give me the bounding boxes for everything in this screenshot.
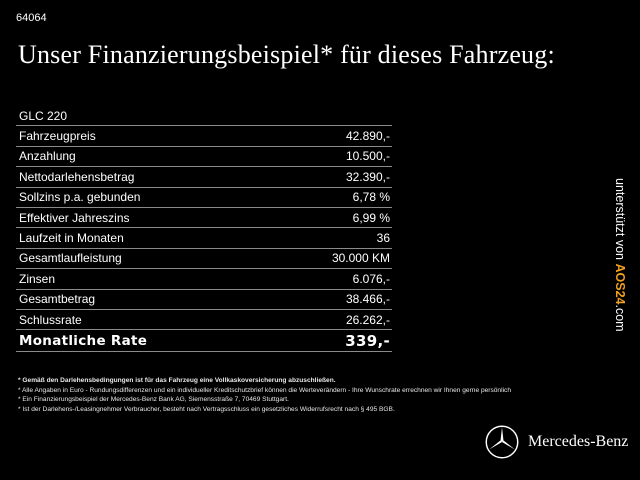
aos24-suffix: .com — [613, 304, 627, 332]
mercedes-benz-brand — [484, 424, 628, 460]
row-value: 38.466,- — [345, 292, 390, 307]
footnote-3: * Ein Finanzierungsbeispiel der Mercedes-Benz Bank AG, Siemensstraße 7, 70469 Stuttgart. — [18, 396, 289, 404]
row-value: 42.890,- — [345, 129, 390, 144]
model-name: GLC 220 — [19, 108, 68, 123]
financing-row — [16, 208, 392, 228]
financing-table — [16, 106, 392, 352]
row-label: Zinsen — [19, 271, 56, 286]
financing-row — [16, 167, 392, 187]
row-value: 36 — [376, 231, 390, 246]
row-label: Effektiver Jahreszins — [19, 210, 130, 225]
row-value: 30.000 KM — [331, 251, 390, 266]
financing-row — [16, 147, 392, 167]
monthly-rate-row — [16, 330, 392, 352]
row-value: 6.076,- — [352, 271, 390, 286]
row-value: 10.500,- — [345, 149, 390, 164]
financing-row — [16, 290, 392, 310]
row-label: Fahrzeugpreis — [19, 129, 96, 144]
footnotes — [18, 376, 618, 414]
financing-row — [16, 269, 392, 289]
row-label: Sollzins p.a. gebunden — [19, 190, 141, 205]
row-value: 32.390,- — [345, 169, 390, 184]
footnote-2: * Alle Angaben in Euro - Rundungsdifferenzen und ein individueller Kreditschutzbrief können die Werteverändern - Ihre Wunschrate errechnen wir Ihnen gerne persönlich — [18, 386, 511, 394]
page-title: Unser Finanzierungsbeispiel* für dieses Fahrzeug: — [18, 40, 555, 69]
financing-row — [16, 188, 392, 208]
footnote-4: * Ist der Darlehens-/Leasingnehmer Verbraucher, besteht nach Vertragsschluss ein gesetzliches Widerrufsrecht nach § 495 BGB. — [18, 405, 395, 413]
row-value: 6,78 % — [352, 190, 390, 205]
supported-by-prefix: unterstützt von — [613, 178, 627, 260]
row-label: Laufzeit in Monaten — [19, 231, 124, 246]
monthly-rate-label: Monatliche Rate — [19, 332, 148, 349]
model-row — [16, 106, 392, 126]
financing-row — [16, 228, 392, 248]
row-label: Anzahlung — [19, 149, 76, 164]
financing-row — [16, 310, 392, 330]
row-value: 6,99 % — [352, 210, 390, 225]
row-label: Schlussrate — [19, 312, 82, 327]
supported-by-badge — [604, 178, 634, 348]
brand-name: Mercedes-Benz — [528, 433, 629, 450]
row-label: Gesamtlaufleistung — [19, 251, 122, 266]
footnote-1: * Gemäß den Darlehensbedingungen ist für das Fahrzeug eine Vollkaskoversicherung abzuschließen. — [18, 377, 336, 384]
reference-number: 64064 — [16, 12, 47, 24]
row-label: Nettodarlehensbetrag — [19, 169, 135, 184]
financing-row — [16, 126, 392, 146]
supported-by-text — [613, 178, 627, 332]
row-label: Gesamtbetrag — [19, 292, 96, 307]
financing-row — [16, 249, 392, 269]
row-value: 26.262,- — [345, 312, 390, 327]
financing-rows — [16, 126, 392, 330]
aos24-logo: AOS24 — [613, 263, 627, 305]
mercedes-star-icon — [484, 424, 520, 460]
monthly-rate-value: 339,- — [345, 331, 390, 350]
